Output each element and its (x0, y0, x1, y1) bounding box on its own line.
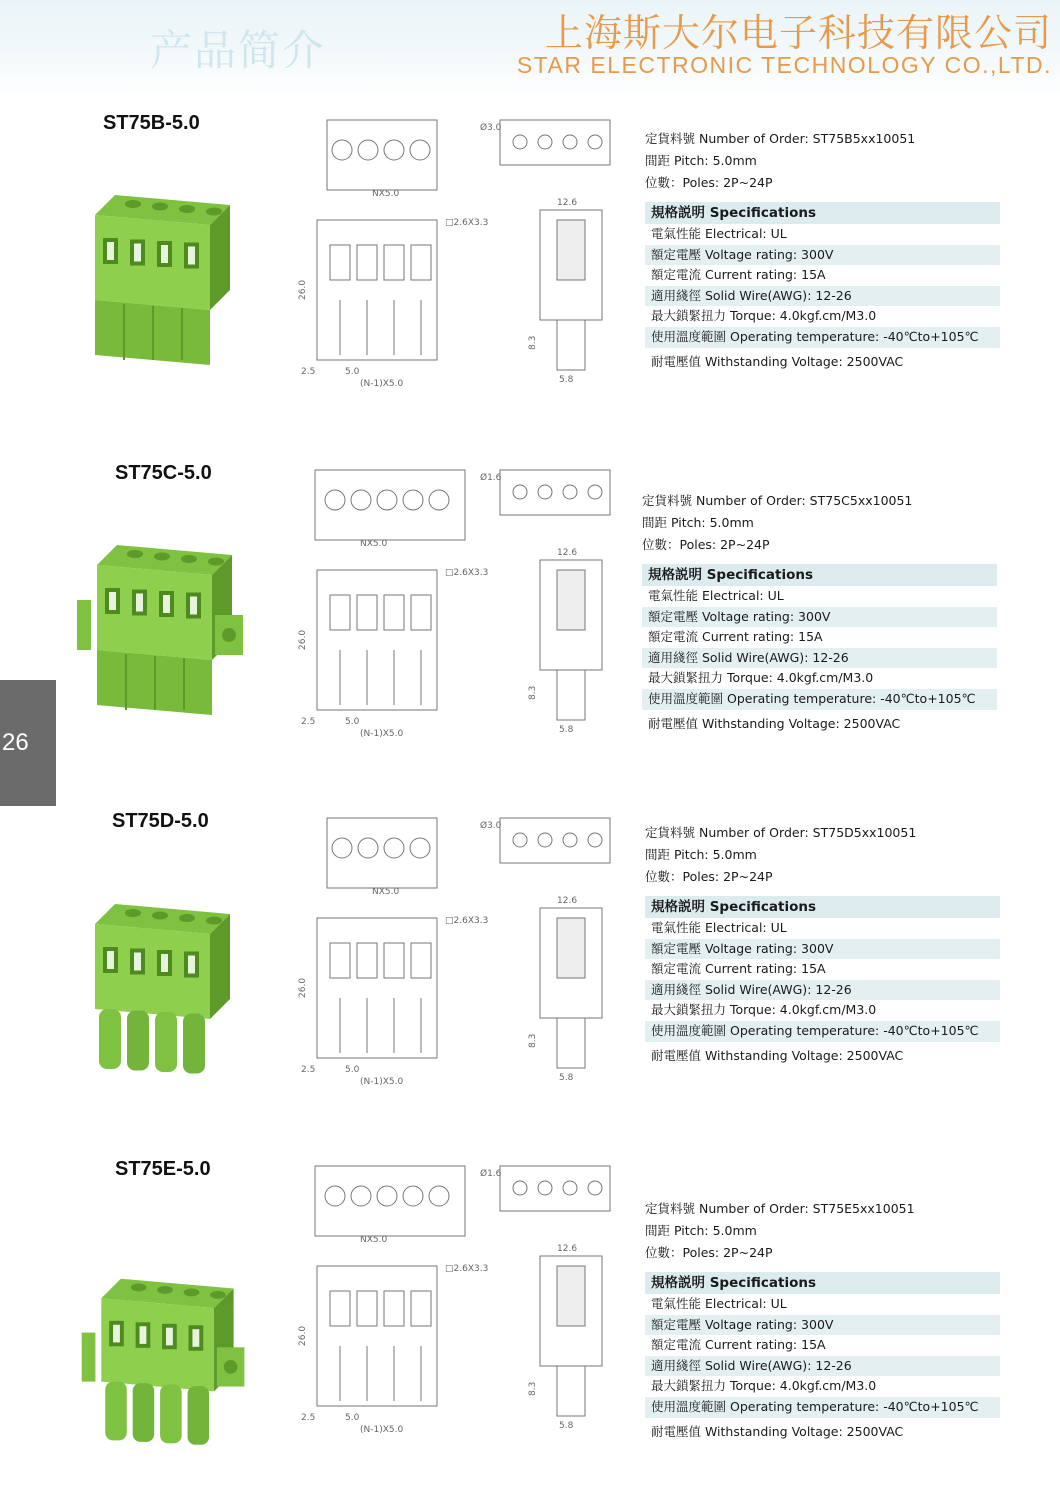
pitch-line: 間距 Pitch: 5.0mm (645, 153, 757, 168)
screw-circle (358, 140, 378, 160)
slot (411, 1291, 431, 1326)
pin-circle (563, 135, 577, 149)
wire-boot (188, 1386, 210, 1445)
technical-drawing (295, 1146, 625, 1436)
wire-entry-contact (107, 242, 114, 260)
section-screw (557, 220, 585, 280)
slot (330, 245, 350, 280)
product-section (0, 798, 1060, 1138)
product-section (0, 1146, 1060, 1486)
spec-row: 使用溫度範圍 Operating temperature: -40℃to+105℃ (645, 327, 1000, 348)
screw-circle (410, 140, 430, 160)
spec-row: 電氣性能 Electrical: UL (651, 920, 787, 935)
model-title: ST75B-5.0 (103, 112, 200, 134)
slot (330, 595, 350, 630)
spec-row: 額定電流 Current rating: 15A (648, 629, 823, 645)
diameter-label: Ø1.6 (480, 473, 502, 483)
nx-label: NX5.0 (360, 1235, 388, 1245)
section-pin (557, 1018, 585, 1068)
screw-hole (125, 909, 141, 917)
front-view (317, 918, 437, 1058)
pin-circle (588, 485, 602, 499)
height-label: 26.0 (298, 977, 308, 998)
order-number: 定貨料號 Number of Order: ST75D5xx10051 (645, 825, 917, 840)
side-view (500, 470, 610, 515)
edge-label: 2.5 (301, 367, 316, 377)
n1x-label: (N-1)X5.0 (360, 1077, 404, 1087)
nx-label: NX5.0 (360, 539, 388, 549)
connector-image (72, 530, 252, 730)
spec-row: 額定電壓 Voltage rating: 300V (645, 939, 1000, 960)
withstanding-voltage: 耐電壓值 Withstanding Voltage: 2500VAC (651, 1047, 904, 1063)
flange-hole (222, 628, 236, 642)
wire-entry-contact (161, 954, 168, 972)
diameter-label: Ø1.6 (480, 1169, 502, 1179)
section-screw (557, 918, 585, 978)
height-label: 26.0 (298, 1325, 308, 1346)
model-title: ST75C-5.0 (115, 462, 212, 484)
height-label: 26.0 (298, 629, 308, 650)
depth-label: 8.3 (528, 1381, 538, 1396)
width-label: 12.6 (557, 548, 578, 558)
spec-row: 使用溫度範圍 Operating temperature: -40℃to+105℃ (645, 1021, 1000, 1042)
order-number: 定貨料號 Number of Order: ST75E5xx10051 (645, 1201, 915, 1216)
screw-hole (181, 555, 197, 563)
screw-circle (332, 838, 352, 858)
side-view (500, 120, 610, 165)
slot (384, 245, 404, 280)
screw-hole (208, 558, 224, 566)
screw-circle (377, 1186, 397, 1206)
hole-label: □2.6X3.3 (445, 568, 489, 578)
product-info (645, 1198, 1000, 1442)
nx-label: NX5.0 (372, 189, 400, 199)
wire-entry-contact (134, 244, 141, 262)
withstanding-voltage: 耐電壓值 Withstanding Voltage: 2500VAC (651, 353, 904, 369)
product-section (0, 100, 1060, 440)
wire-boot (99, 1009, 121, 1069)
wire-entry-contact (134, 953, 141, 971)
wire-entry-contact (140, 1326, 147, 1344)
pin-circle (513, 135, 527, 149)
spec-row: 適用綫徑 Solid Wire(AWG): 12-26 (642, 648, 997, 669)
intro-title: 产品简介 (150, 26, 327, 75)
specifications-heading: 規格説明 Specifications (645, 1272, 1000, 1294)
bottom-label: 5.8 (559, 725, 574, 735)
screw-circle (403, 490, 423, 510)
withstanding-voltage: 耐電壓值 Withstanding Voltage: 2500VAC (648, 715, 901, 731)
slot (330, 1291, 350, 1326)
poles-line: 位數：Poles: 2P~24P (645, 175, 773, 190)
screw-circle (384, 140, 404, 160)
screw-circle (377, 490, 397, 510)
pin-circle (588, 833, 602, 847)
pin-circle (513, 485, 527, 499)
spec-row: 電氣性能 Electrical: UL (651, 1296, 787, 1311)
pin-circle (538, 1181, 552, 1195)
spec-row: 適用綫徑 Solid Wire(AWG): 12-26 (645, 980, 1000, 1001)
top-view (315, 470, 465, 540)
hole-label: □2.6X3.3 (445, 1264, 489, 1274)
pitch-line: 間距 Pitch: 5.0mm (645, 1223, 757, 1238)
poles-line: 位數：Poles: 2P~24P (642, 537, 770, 552)
slot (384, 943, 404, 978)
product-info (645, 128, 1000, 372)
depth-label: 8.3 (528, 1033, 538, 1048)
spec-row: 額定電壓 Voltage rating: 300V (645, 245, 1000, 266)
wire-entry-contact (107, 951, 114, 969)
spec-row: 使用溫度範圍 Operating temperature: -40℃to+105℃ (645, 1397, 1000, 1418)
pitch-line: 間距 Pitch: 5.0mm (642, 515, 754, 530)
slot (357, 1291, 377, 1326)
height-label: 26.0 (298, 279, 308, 300)
wire-boot (160, 1385, 182, 1444)
connector-image (85, 884, 255, 1094)
screw-circle (403, 1186, 423, 1206)
screw-hole (131, 1284, 147, 1292)
spec-row: 最大鎖緊扭力 Torque: 4.0kgf.cm/M3.0 (648, 670, 874, 686)
screw-circle (429, 490, 449, 510)
section-screw (557, 570, 585, 630)
wire-entry-contact (166, 1328, 173, 1346)
slot (411, 245, 431, 280)
flange-left (77, 600, 91, 650)
connector-image (85, 180, 255, 380)
specifications-heading: 規格説明 Specifications (645, 896, 1000, 918)
pin-circle (513, 833, 527, 847)
screw-hole (157, 1286, 173, 1294)
poles-line: 位數：Poles: 2P~24P (645, 869, 773, 884)
pin-circle (563, 833, 577, 847)
edge-label: 2.5 (301, 1413, 316, 1423)
screw-hole (179, 914, 195, 922)
slot (357, 943, 377, 978)
section-pin (557, 320, 585, 370)
edge-label: 2.5 (301, 1065, 316, 1075)
screw-circle (429, 1186, 449, 1206)
screw-hole (184, 1289, 200, 1297)
screw-hole (152, 912, 168, 920)
top-view (315, 1166, 465, 1236)
product-info (642, 490, 997, 734)
technical-drawing (295, 450, 625, 740)
screw-hole (179, 205, 195, 213)
pin-circle (588, 1181, 602, 1195)
bottom-label: 5.8 (559, 1421, 574, 1431)
front-view (317, 1266, 437, 1406)
front-view (317, 220, 437, 360)
spec-row: 額定電流 Current rating: 15A (651, 267, 826, 283)
bottom-label: 5.8 (559, 1073, 574, 1083)
screw-circle (332, 140, 352, 160)
screw-circle (325, 490, 345, 510)
wire-boot (133, 1383, 155, 1442)
hole-label: □2.6X3.3 (445, 916, 489, 926)
spec-row: 額定電流 Current rating: 15A (651, 1337, 826, 1353)
slot (384, 1291, 404, 1326)
width-label: 12.6 (557, 1244, 578, 1254)
top-view (327, 120, 437, 190)
flange-left (82, 1333, 96, 1382)
wire-entry-contact (136, 594, 143, 612)
bottom-label: 5.8 (559, 375, 574, 385)
depth-label: 8.3 (528, 335, 538, 350)
hole-label: □2.6X3.3 (445, 218, 489, 228)
specifications-heading: 規格説明 Specifications (642, 564, 997, 586)
n1x-label: (N-1)X5.0 (360, 1425, 404, 1435)
screw-hole (206, 208, 222, 216)
wire-boot (127, 1011, 149, 1071)
screw-circle (384, 838, 404, 858)
technical-drawing (295, 798, 625, 1088)
order-number: 定貨料號 Number of Order: ST75B5xx10051 (645, 131, 916, 146)
product-info (645, 822, 1000, 1066)
width-label: 12.6 (557, 896, 578, 906)
screw-hole (152, 203, 168, 211)
company-name-chinese: 上海斯大尔电子科技有限公司 (544, 11, 1052, 55)
spec-row: 最大鎖緊扭力 Torque: 4.0kgf.cm/M3.0 (651, 1002, 877, 1018)
pin-circle (588, 135, 602, 149)
section-screw (557, 1266, 585, 1326)
model-title: ST75D-5.0 (112, 810, 209, 832)
spec-row: 額定電壓 Voltage rating: 300V (642, 607, 997, 628)
spec-row: 最大鎖緊扭力 Torque: 4.0kgf.cm/M3.0 (651, 1378, 877, 1394)
company-name-english: STAR ELECTRONIC TECHNOLOGY CO.,LTD. (516, 52, 1052, 78)
pin-circle (538, 833, 552, 847)
nx-label: NX5.0 (372, 887, 400, 897)
spec-row: 電氣性能 Electrical: UL (648, 588, 784, 603)
section-pin (557, 670, 585, 720)
withstanding-voltage: 耐電壓值 Withstanding Voltage: 2500VAC (651, 1423, 904, 1439)
edge-label: 2.5 (301, 717, 316, 727)
page-number: 26 (2, 729, 29, 756)
wire-boot (183, 1014, 205, 1074)
section-pin (557, 1366, 585, 1416)
slot (330, 943, 350, 978)
wire-entry-contact (188, 956, 195, 974)
wire-entry-contact (161, 245, 168, 263)
spec-row: 額定電壓 Voltage rating: 300V (645, 1315, 1000, 1336)
poles-line: 位數：Poles: 2P~24P (645, 1245, 773, 1260)
pitch-label: 5.0 (345, 1413, 360, 1423)
width-label: 12.6 (557, 198, 578, 208)
side-view (500, 818, 610, 863)
spec-row: 額定電流 Current rating: 15A (651, 961, 826, 977)
side-view (500, 1166, 610, 1211)
slot (411, 943, 431, 978)
order-number: 定貨料號 Number of Order: ST75C5xx10051 (642, 493, 913, 508)
screw-circle (325, 1186, 345, 1206)
pin-circle (563, 1181, 577, 1195)
top-view (327, 818, 437, 888)
pitch-label: 5.0 (345, 717, 360, 727)
model-title: ST75E-5.0 (115, 1158, 211, 1180)
spec-row: 使用溫度範圍 Operating temperature: -40℃to+105℃ (642, 689, 997, 710)
flange-hole (224, 1360, 238, 1374)
wire-boot (105, 1382, 127, 1441)
screw-hole (154, 553, 170, 561)
depth-label: 8.3 (528, 685, 538, 700)
slot (357, 245, 377, 280)
screw-circle (358, 838, 378, 858)
technical-drawing (295, 100, 625, 390)
diameter-label: Ø3.0 (480, 123, 502, 133)
spec-row: 適用綫徑 Solid Wire(AWG): 12-26 (645, 286, 1000, 307)
wire-boot (155, 1012, 177, 1072)
wire-entry-contact (192, 1329, 199, 1347)
n1x-label: (N-1)X5.0 (360, 379, 404, 389)
product-section (0, 450, 1060, 790)
wire-entry-contact (109, 592, 116, 610)
wire-entry-contact (163, 595, 170, 613)
screw-circle (351, 1186, 371, 1206)
pin-circle (563, 485, 577, 499)
screw-hole (125, 200, 141, 208)
slot (411, 595, 431, 630)
screw-circle (410, 838, 430, 858)
connector-image (75, 1264, 255, 1460)
wire-entry-contact (188, 247, 195, 265)
pin-circle (538, 485, 552, 499)
specifications-heading: 規格説明 Specifications (645, 202, 1000, 224)
n1x-label: (N-1)X5.0 (360, 729, 404, 739)
front-view (317, 570, 437, 710)
screw-hole (127, 550, 143, 558)
wire-entry-contact (113, 1325, 120, 1343)
diameter-label: Ø3.0 (480, 821, 502, 831)
spec-row: 適用綫徑 Solid Wire(AWG): 12-26 (645, 1356, 1000, 1377)
slot (384, 595, 404, 630)
pin-circle (513, 1181, 527, 1195)
screw-hole (206, 917, 222, 925)
pitch-line: 間距 Pitch: 5.0mm (645, 847, 757, 862)
pitch-label: 5.0 (345, 367, 360, 377)
spec-row: 最大鎖緊扭力 Torque: 4.0kgf.cm/M3.0 (651, 308, 877, 324)
pitch-label: 5.0 (345, 1065, 360, 1075)
slot (357, 595, 377, 630)
pin-circle (538, 135, 552, 149)
screw-circle (351, 490, 371, 510)
wire-entry-contact (190, 597, 197, 615)
screw-hole (210, 1291, 226, 1299)
spec-row: 電氣性能 Electrical: UL (651, 226, 787, 241)
